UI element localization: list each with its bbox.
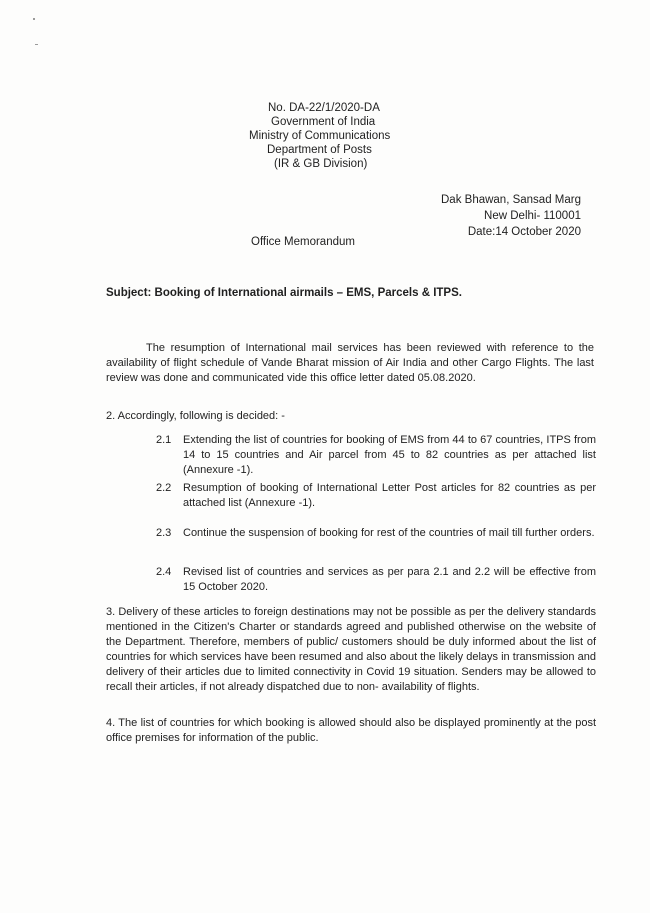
paragraph-4: 4. The list of countries for which booking is allowed should also be displayed prominently at the post office premises for information of the public.: [106, 717, 596, 744]
subpoint-2-1: [156, 433, 596, 478]
subpoint-number: 2.3: [156, 527, 172, 539]
subject-line: Subject: Booking of International airmails – EMS, Parcels & ITPS.: [106, 287, 462, 299]
subpoint-number: 2.4: [156, 566, 172, 578]
subpoint-2-3: [156, 526, 596, 541]
subpoint-2-4: [156, 565, 596, 595]
memo-title: Office Memorandum: [251, 236, 355, 248]
intro-paragraph: The resumption of International mail services has been reviewed with reference to the availability of flight schedule of Vande Bharat mission of Air India and other Cargo Flights. The last review was done and communicated vide this office letter dated 05.08.2020.: [106, 342, 594, 384]
government-line: Government of India: [271, 116, 376, 128]
reference-number: No. DA-22/1/2020-DA: [268, 102, 380, 114]
paragraph-3: 3. Delivery of these articles to foreign destinations may not be possible as per the delivery standards mentioned in the Citizen's Charter or standards agreed and published otherwise on the website of the Department. Therefore, members of public/ customers should be duly informed about the list of countries for which services have been resumed and also about the likely delays in transmission and delivery of their articles due to limited connectivity in Covid 19 situation. Senders may be allowed to recall their articles, if not already dispatched due to non- availability of flights.: [106, 606, 596, 693]
scan-speck: [33, 18, 35, 20]
subpoint-text: Extending the list of countries for booking of EMS from 44 to 67 countries, ITPS from 14 to 15 countries and Air parcel from 45 to 82 countries as per attached list (Annexure -1).: [183, 434, 596, 476]
memo-date: Date:14 October 2020: [467, 226, 581, 238]
scan-speck: [35, 44, 38, 45]
subpoint-number: 2.2: [156, 482, 172, 494]
ministry-line: Ministry of Communications: [249, 130, 391, 142]
department-line: Department of Posts: [267, 144, 372, 156]
subpoint-text: Continue the suspension of booking for rest of the countries of mail till further orders.: [183, 527, 595, 539]
address-line-2: New Delhi- 110001: [484, 210, 581, 222]
address-line-1: Dak Bhawan, Sansad Marg: [441, 194, 581, 206]
division-line: (IR & GB Division): [274, 158, 368, 170]
subpoint-number: 2.1: [156, 434, 172, 446]
office-address: [441, 192, 581, 240]
subpoint-text: Revised list of countries and services as per para 2.1 and 2.2 will be effective from 15 October 2020.: [183, 566, 596, 593]
subpoint-2-2: [156, 481, 596, 511]
paragraph-2: 2. Accordingly, following is decided: -: [106, 410, 285, 422]
subpoint-text: Resumption of booking of International Letter Post articles for 82 countries as per attached list (Annexure -1).: [183, 482, 596, 509]
